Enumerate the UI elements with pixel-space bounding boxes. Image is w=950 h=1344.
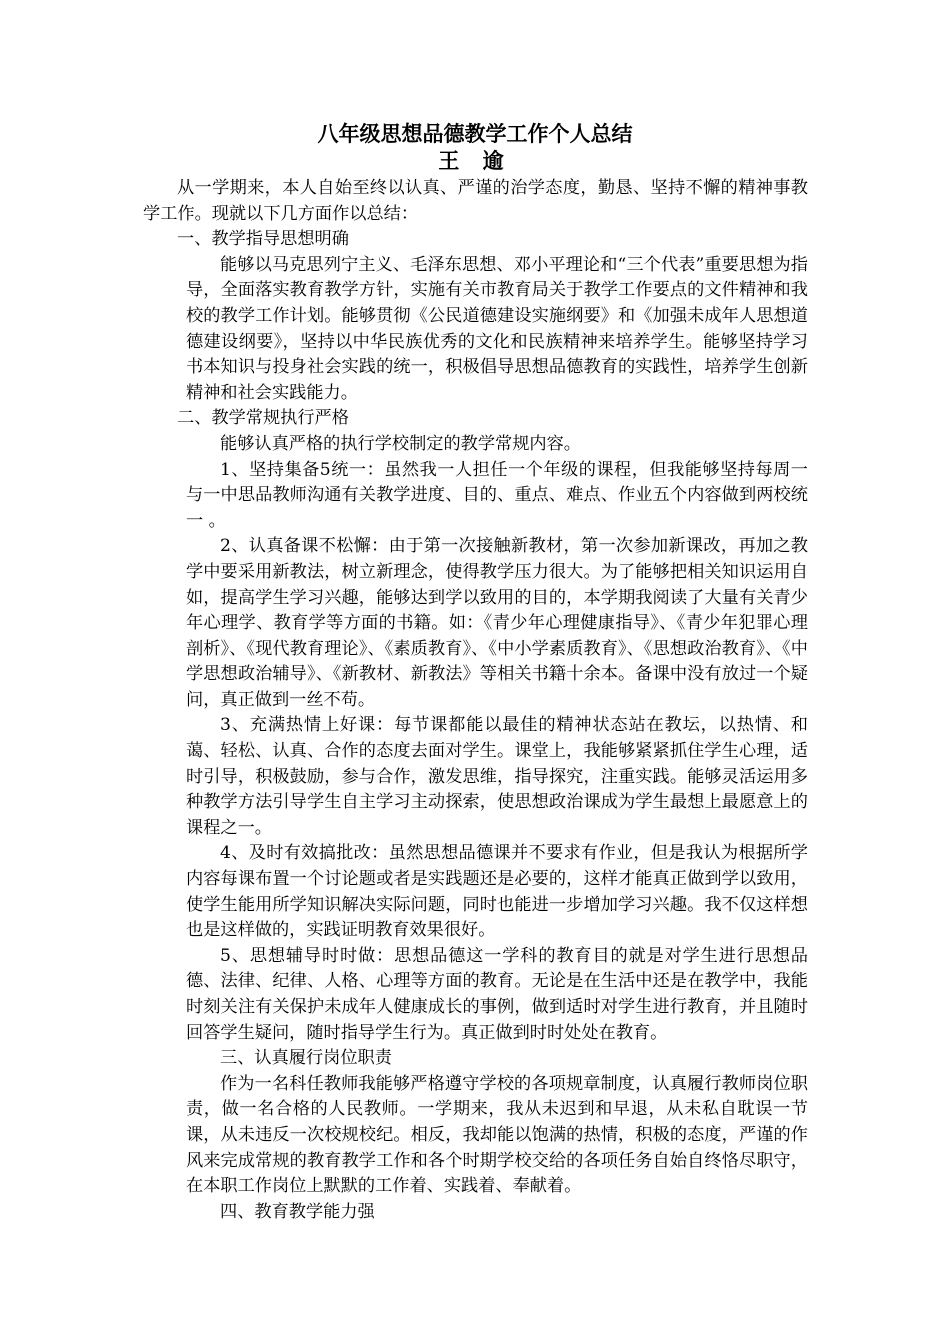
document-author: 王 逾 bbox=[438, 149, 512, 173]
section1-heading: 一、教学指导思想明确 bbox=[177, 229, 349, 250]
section2-item-4: 4、及时有效搞批改：虽然思想品德课并不要求有作业，但是我认为根据所学内容每课布置一个讨论题或者是实践题还是必要的，这样才能真正做到学以致用，使学生能用所学知识解决实际问题，同时也能进一步增加学习兴趣。我不仅这样想也是这样做的，实践证明教育效果很好。 bbox=[186, 843, 808, 941]
section2-item-1: 1、坚持集备5统一：虽然我一人担任一个年级的课程，但我能够坚持每周一与一中思品教师沟通有关教学进度、目的、重点、难点、作业五个内容做到两校统一 。 bbox=[186, 459, 808, 531]
section3-paragraph: 作为一名科任教师我能够严格遵守学校的各项规章制度，认真履行教师岗位职责，做一名合格的人民教师。一学期来，我从未迟到和早退，从未私自耽误一节课，从未违反一次校规校纪。相反，我却能以饱满的热情，积极的态度，严谨的作风来完成常规的教育教学工作和各个时期学校交给的各项任务自始自终恪尽职守，在本职工作岗位上默默的工作着、实践着、奉献着。 bbox=[186, 1073, 808, 1197]
section4-heading: 四、教育教学能力强 bbox=[220, 1201, 375, 1222]
section2-item-5: 5、思想辅导时时做：思想品德这一学科的教育目的就是对学生进行思想品德、法律、纪律、人格、心理等方面的教育。无论是在生活中还是在教学中，我能时刻关注有关保护未成年人健康成长的事例，做到适时对学生进行教育，并且随时回答学生疑问，随时指导学生行为。真正做到时时处处在教育。 bbox=[186, 945, 808, 1043]
section1-block bbox=[143, 253, 808, 407]
section1-paragraph: 能够以马克思列宁主义、毛泽东思想、邓小平理论和“三个代表”重要思想为指导，全面落实教育教学方针，实施有关市教育局关于教学工作要点的文件精神和我校的教学工作计划。能够贯彻《公民道德建设实施纲要》和《加强未成年人思想道德建设纲要》，坚持以中华民族优秀的文化和民族精神来培养学生。能够坚持学习书本知识与投身社会实践的统一，积极倡导思想品德教育的实践性，培养学生创新精神和社会实践能力。 bbox=[186, 254, 808, 403]
section3-block bbox=[143, 1072, 808, 1200]
section2-heading: 二、教学常规执行严格 bbox=[177, 408, 349, 429]
document-body bbox=[143, 176, 808, 1225]
document-title: 八年级思想品德教学工作个人总结 bbox=[317, 122, 633, 146]
section2-intro: 能够认真严格的执行学校制定的教学常规内容。 bbox=[220, 433, 581, 454]
section3-heading: 三、认真履行岗位职责 bbox=[220, 1048, 392, 1069]
section2-item-3: 3、充满热情上好课：每节课都能以最佳的精神状态站在教坛，以热情、和蔼、轻松、认真、合作的态度去面对学生。课堂上，我能够紧紧抓住学生心理，适时引导，积极鼓励，参与合作，激发思维，指导探究，注重实践。能够灵活运用多种教学方法引导学生自主学习主动探索，使思想政治课成为学生最想上最愿意上的课程之一。 bbox=[186, 715, 808, 838]
section2-item-2: 2、认真备课不松懈：由于第一次接触新教材，第一次参加新课改，再加之教学中要采用新教法，树立新理念，使得教学压力很大。为了能够把相关知识运用自如，提高学生学习兴趣，能够达到学以致用的目的，本学期我阅读了大量有关青少年心理学、教育学等方面的书籍。如：《青少年心理健康指导》、《青少年犯罪心理剖析》、《现代教育理论》、《素质教育》、《中小学素质教育》、《思想政治教育》、《中学思想政治辅导》、《新教材、新教法》等相关书籍十余本。备课中没有放过一个疑问，真正做到一丝不苟。 bbox=[186, 536, 808, 710]
intro-paragraph: 从一学期来，本人自始至终以认真、严谨的治学态度，勤恳、坚持不懈的精神事教学工作。现就以下几方面作以总结： bbox=[143, 178, 808, 224]
section2-block bbox=[143, 432, 808, 1046]
